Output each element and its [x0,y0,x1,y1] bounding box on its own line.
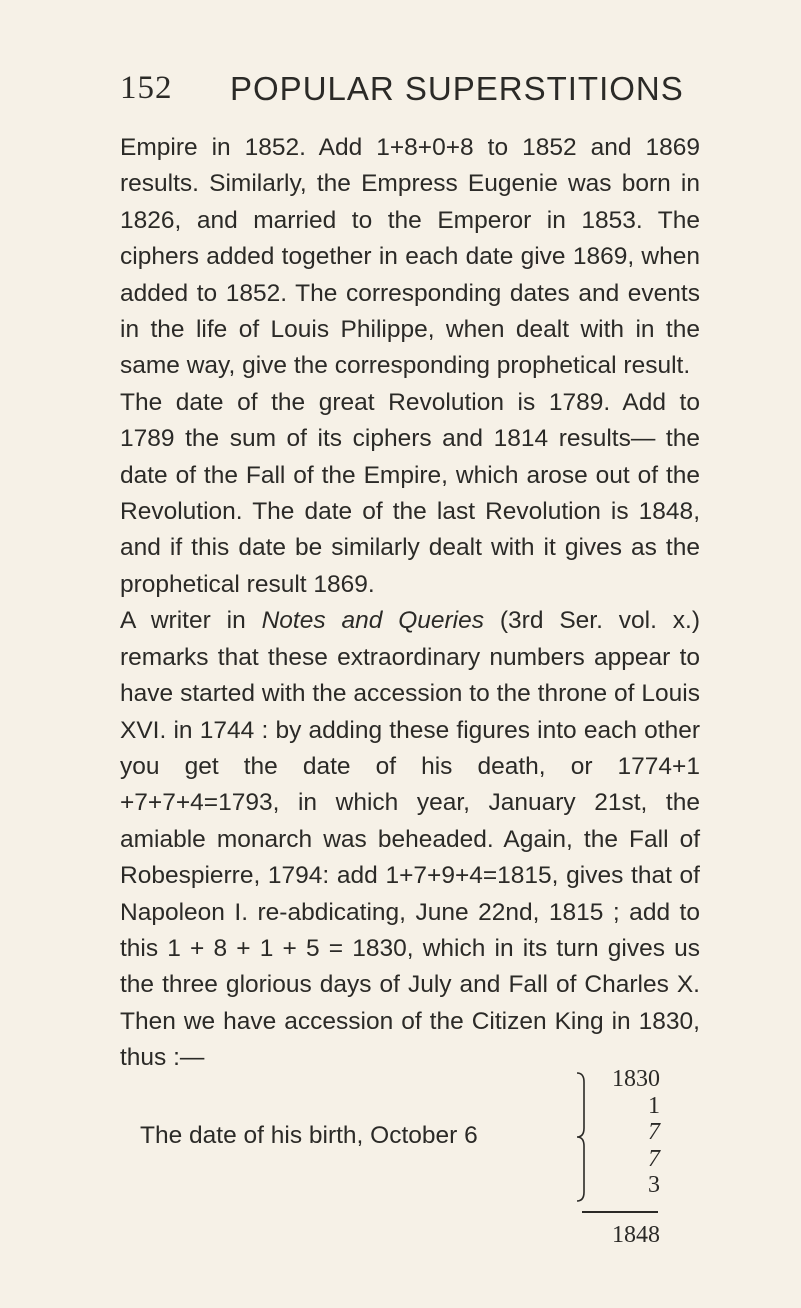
addend-digit: 7 [648,1145,660,1172]
addend-digit: 7 [648,1119,660,1145]
calculation-label: The date of his birth, October 6 [140,1122,478,1149]
addend-column [590,1066,660,1199]
sum-rule [582,1211,658,1213]
addend-digit: 1 [648,1092,660,1119]
calculation-total: 1848 [612,1222,660,1248]
paragraph-3-rest: (3rd Ser. vol. x.) remarks that these extraordinary numbers appear to have started with the accession to the throne of Louis XVI. in 1744 : by adding these figures into each other you get the date of his death, or 1774+1 +7+7+4=1793, in which year, January 21st, the amiable monarch was beheaded. Again, the Fall of Robespierre, 1794: add 1+7+9+4=1815, gives that of Napoleon I. re-abdicating, June 22nd, 1815 ; add to this 1 + 8 + 1 + 5 = 1830, which in its turn gives us the three glorious days of July and Fall of Charles X. Then we have accession of the Citizen King in 1830, thus :— [120,607,700,1072]
addend-year: 1830 [612,1066,660,1092]
page-header [120,62,720,112]
running-head: POPULAR SUPERSTITIONS [230,70,684,107]
paragraph-3 [120,603,700,1076]
page-number: 152 [120,70,173,106]
journal-title: Notes and Queries [261,607,484,635]
paragraph-1: Empire in 1852. Add 1+8+0+8 to 1852 and 1869 results. Similarly, the Empress Eugenie was born in 1826, and married to the Emperor in 1853. The ciphers added together in each date give 1869, when added to 1852. The corresponding dates and events in the life of Louis Philippe, when dealt with in the same way, give the corresponding prophetical result. [120,134,700,380]
body-text [120,130,700,1077]
paragraph-3-start: A writer in [120,607,262,635]
addend-digit: 3 [648,1172,660,1198]
paragraph-2: The date of the great Revolution is 1789. Add to 1789 the sum of its ciphers and 1814 results— the date of the Fall of the Empire, which arose out of the Revolution. The date of the last Revolution is 1848, and if this date be similarly dealt with it gives as the prophetical result 1869. [120,388,700,598]
birth-date-calculation [120,1066,700,1276]
